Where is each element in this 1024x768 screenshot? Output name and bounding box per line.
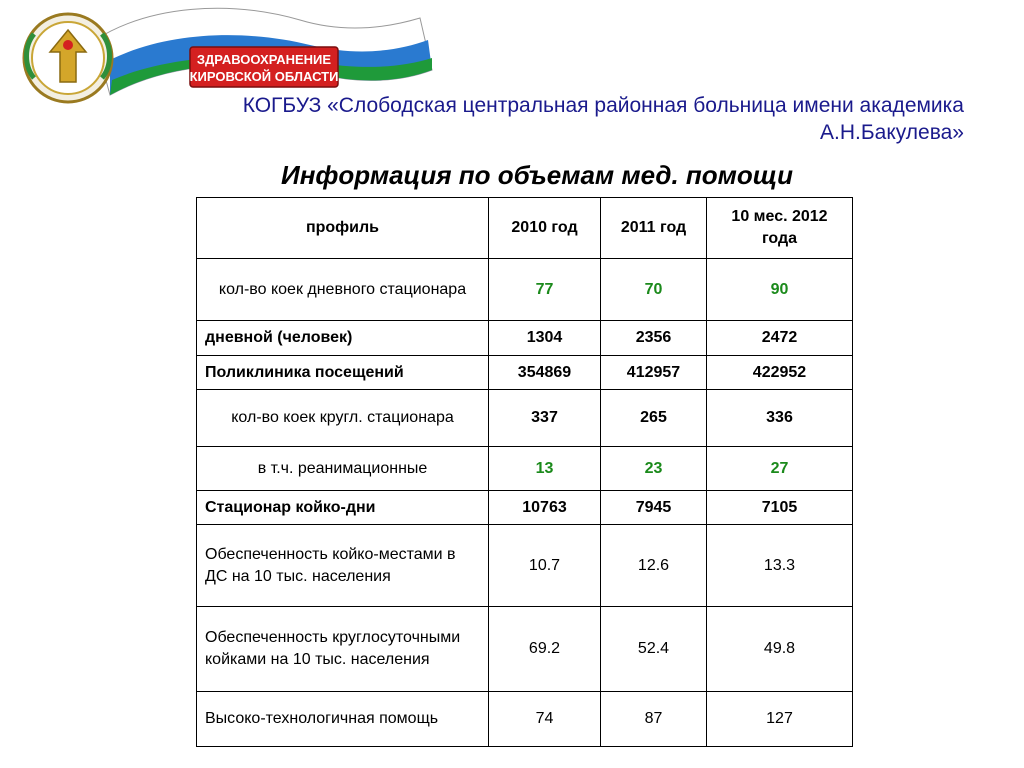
cell-2010: 74 (489, 692, 601, 747)
cell-2011: 412957 (601, 356, 707, 390)
row-label: кол-во коек дневного стационара (197, 259, 489, 321)
table-row (197, 607, 853, 692)
cell-2010: 13 (489, 447, 601, 491)
cell-2011: 23 (601, 447, 707, 491)
cell-2010: 10763 (489, 491, 601, 525)
cell-2010: 337 (489, 390, 601, 447)
table-row (197, 321, 853, 356)
table-row (197, 447, 853, 491)
row-label: Стационар койко-дни (197, 491, 489, 525)
cell-2010: 77 (489, 259, 601, 321)
cell-2012: 127 (707, 692, 853, 747)
row-label: Поликлиника посещений (197, 356, 489, 390)
row-label: Обеспеченность круглосуточными койками на 10 тыс. населения (197, 607, 489, 692)
org-name-line1: КОГБУЗ «Слободская центральная районная больница имени академика (242, 94, 964, 117)
row-label: Обеспеченность койко-местами в ДС на 10 тыс. населения (197, 525, 489, 607)
cell-2012: 27 (707, 447, 853, 491)
cell-2011: 2356 (601, 321, 707, 356)
table-row (197, 356, 853, 390)
header-profile: профиль (197, 198, 489, 259)
cell-2012: 90 (707, 259, 853, 321)
row-label: дневной (человек) (197, 321, 489, 356)
table-row (197, 491, 853, 525)
header-2010: 2010 год (489, 198, 601, 259)
cell-2011: 70 (601, 259, 707, 321)
cell-2012: 49.8 (707, 607, 853, 692)
header-2011: 2011 год (601, 198, 707, 259)
medical-volume-table (196, 197, 853, 747)
table-row (197, 525, 853, 607)
cell-2010: 1304 (489, 321, 601, 356)
cell-2011: 7945 (601, 491, 707, 525)
cell-2010: 69.2 (489, 607, 601, 692)
banner-line2: КИРОВСКОЙ ОБЛАСТИ (189, 69, 339, 84)
cell-2011: 265 (601, 390, 707, 447)
org-name-line2: А.Н.Бакулева» (820, 121, 964, 144)
cell-2012: 2472 (707, 321, 853, 356)
cell-2010: 354869 (489, 356, 601, 390)
cell-2011: 87 (601, 692, 707, 747)
cell-2012: 13.3 (707, 525, 853, 607)
row-label: Высоко-технологичная помощь (197, 692, 489, 747)
cell-2011: 12.6 (601, 525, 707, 607)
table-header-row (197, 198, 853, 259)
organization-name (164, 92, 964, 146)
header-2012: 10 мес. 2012 года (707, 198, 853, 259)
table-row (197, 259, 853, 321)
cell-2010: 10.7 (489, 525, 601, 607)
row-label: кол-во коек кругл. стационара (197, 390, 489, 447)
cell-2011: 52.4 (601, 607, 707, 692)
cell-2012: 336 (707, 390, 853, 447)
cell-2012: 7105 (707, 491, 853, 525)
cell-2012: 422952 (707, 356, 853, 390)
table-row (197, 692, 853, 747)
banner-line1: ЗДРАВООХРАНЕНИЕ (196, 52, 332, 67)
table-row (197, 390, 853, 447)
row-label: в т.ч. реанимационные (197, 447, 489, 491)
page-title: Информация по объемам мед. помощи (281, 160, 793, 190)
